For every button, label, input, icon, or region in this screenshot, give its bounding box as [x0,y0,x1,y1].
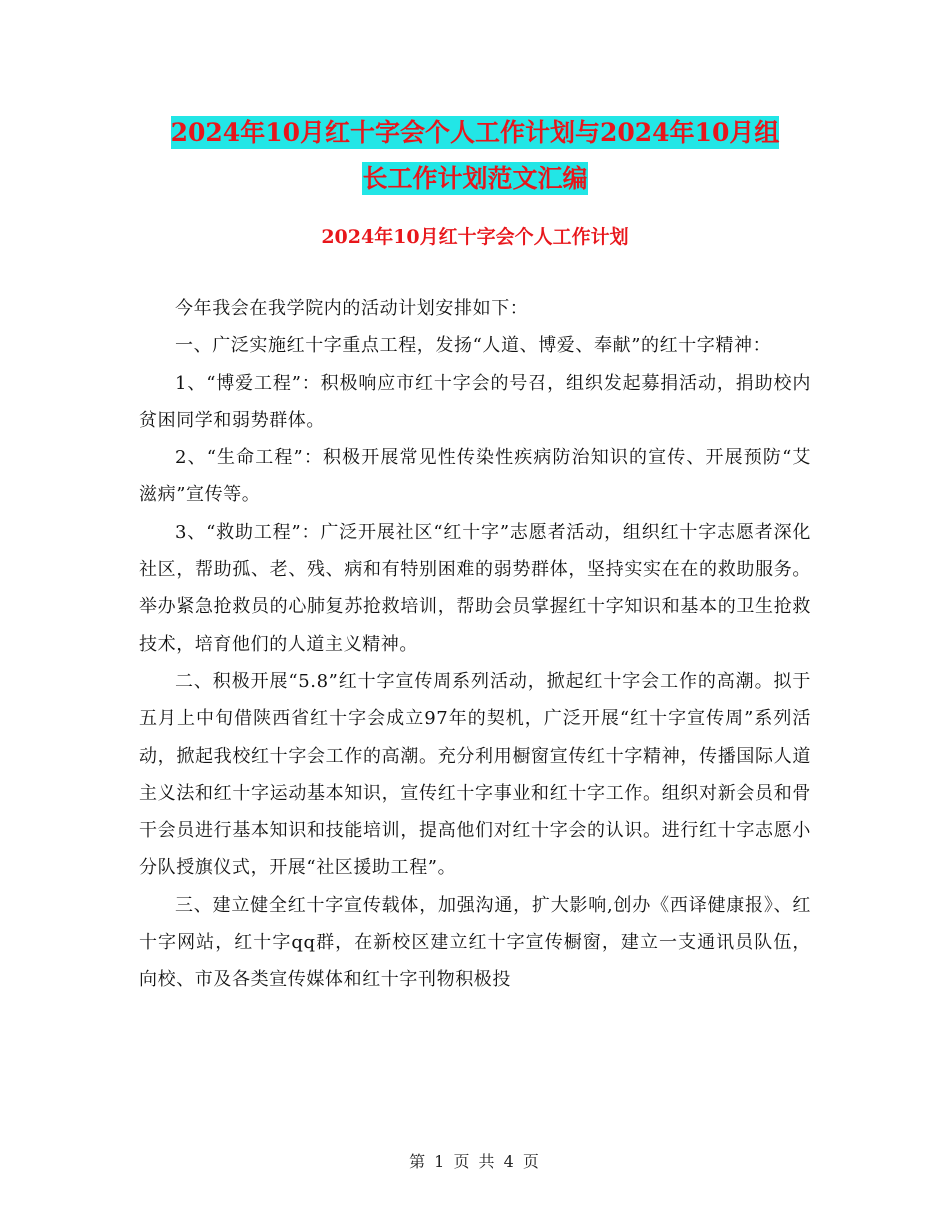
paragraph-item-3: 3、“救助工程”：广泛开展社区“红十字”志愿者活动，组织红十字志愿者深化社区，帮助孤、老、残、病和有特别困难的弱势群体，坚持实实在在的救助服务。举办紧急抢救员的心肺复苏抢救培训，帮助会员掌握红十字知识和基本的卫生抢救技术，培育他们的人道主义精神。 [139,521,811,655]
page-footer: 第 1 页 共 4 页 [409,1152,541,1171]
paragraph-item-1: 1、“博爱工程”：积极响应市红十字会的号召，组织发起募捐活动，捐助校内贫困同学和弱势群体。 [139,372,811,431]
document-title [120,110,830,202]
paragraph-intro: 今年我会在我学院内的活动计划安排如下： [175,298,529,319]
paragraph-section-3: 三、建立健全红十字宣传载体，加强沟通，扩大影响,创办《西译健康报》、红十字网站，红十字qq群，在新校区建立红十字宣传橱窗，建立一支通讯员队伍，向校、市及各类宣传媒体和红十字刊物积极投 [139,894,811,991]
document-body [139,290,811,999]
document-title-line-1: 2024年10月红十字会个人工作计划与2024年10月组 [170,118,780,147]
paragraph-section-1: 一、广泛实施红十字重点工程，发扬“人道、博爱、奉献”的红十字精神： [175,335,772,357]
section-title: 2024年10月红十字会个人工作计划 [321,226,629,248]
paragraph-item-2: 2、“生命工程”：积极开展常见性传染性疾病防治知识的宣传、开展预防“艾滋病”宣传等。 [139,447,811,506]
paragraph-section-2: 二、积极开展“5.8”红十字宣传周系列活动，掀起红十字会工作的高潮。拟于五月上中旬借陕西省红十字会成立97年的契机，广泛开展“红十字宣传周”系列活动，掀起我校红十字会工作的高潮。充分利用橱窗宣传红十字精神，传播国际人道主义法和红十字运动基本知识，宣传红十字事业和红十字工作。组织对新会员和骨干会员进行基本知识和技能培训，提高他们对红十字会的认识。进行红十字志愿小分队授旗仪式，开展“社区援助工程”。 [139,670,811,879]
document-title-line-2: 长工作计划范文汇编 [362,164,588,193]
